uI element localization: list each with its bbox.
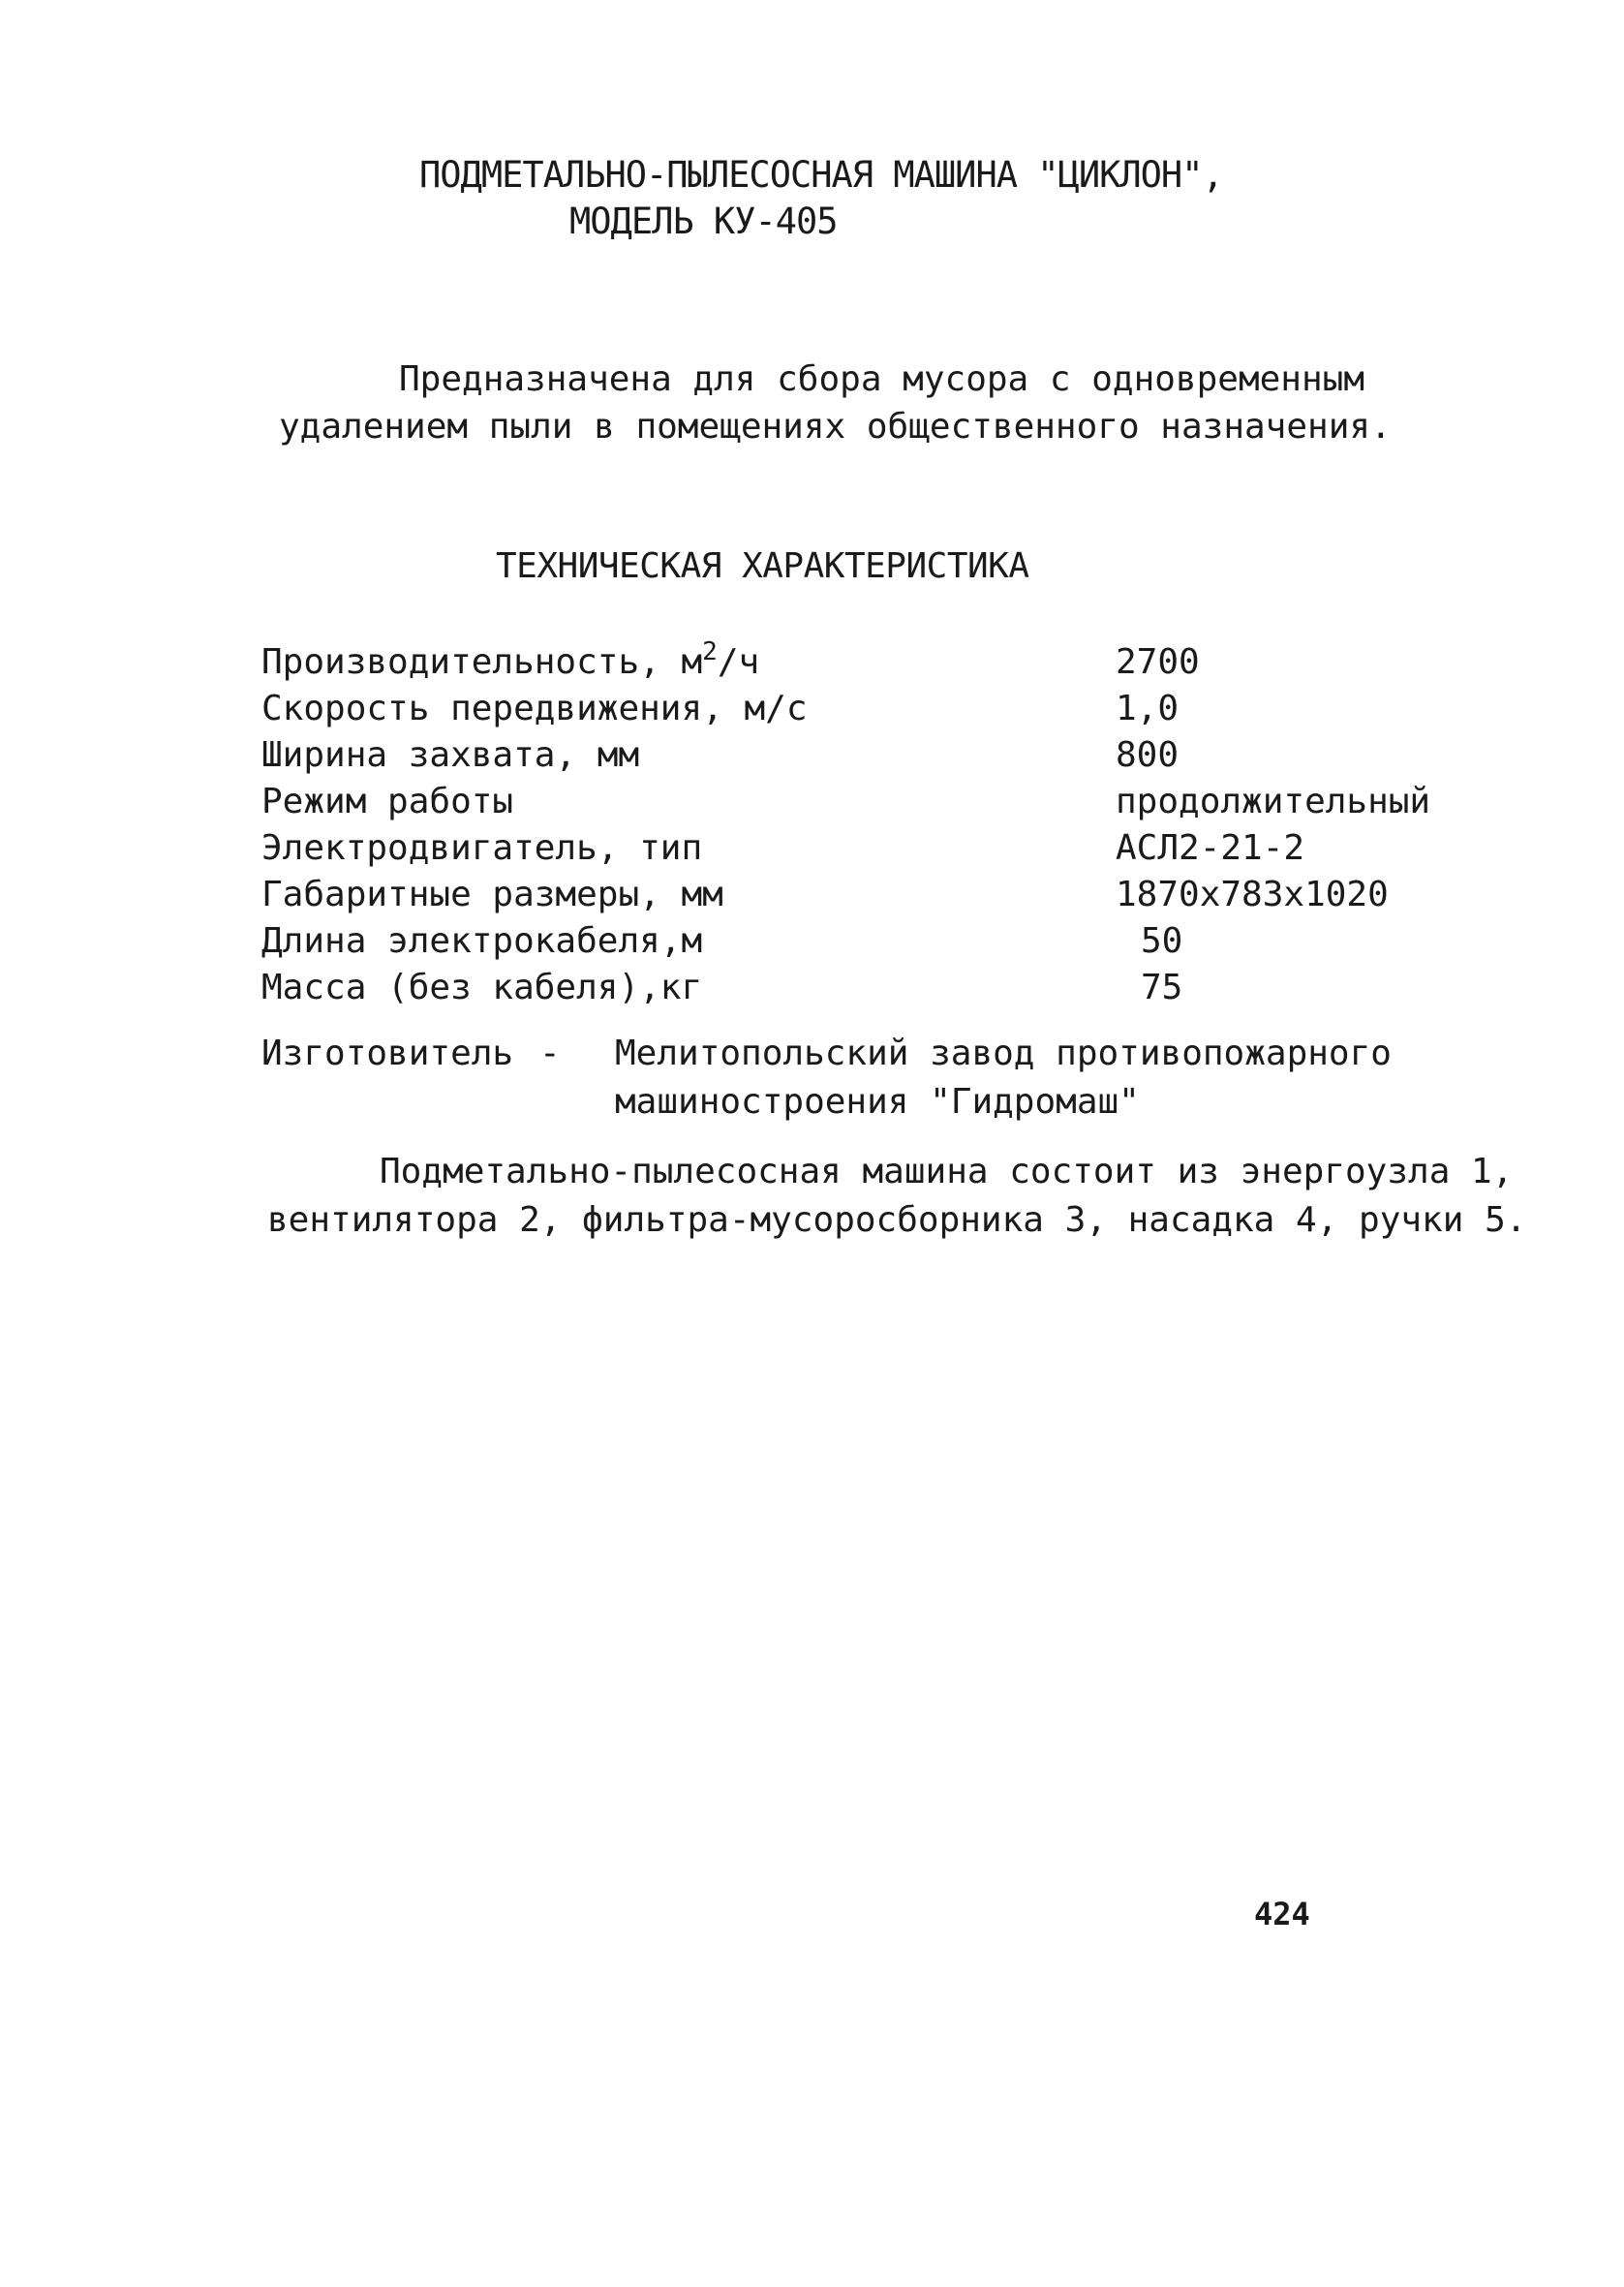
spec-label-mass: Масса (без кабеля),кг — [261, 968, 703, 1007]
spec-label-speed: Скорость передвижения, м/с — [261, 689, 808, 728]
intro-paragraph-line-2: удалением пыли в помещениях общественного назначения. — [279, 407, 1392, 447]
manufacturer-label: Изготовитель — [261, 1034, 514, 1073]
spec-value-cable-length: 50 — [1141, 921, 1183, 961]
section-title: ТЕХНИЧЕСКАЯ ХАРАКТЕРИСТИКА — [496, 546, 1029, 586]
document-title-line-1: ПОДМЕТАЛЬНО-ПЫЛЕСОСНАЯ МАШИНА "ЦИКЛОН", — [419, 154, 1223, 196]
spec-label-productivity: Производительность, $м^2/ч$ — [261, 637, 760, 682]
manufacturer-line-2: машиностроения "Гидромаш" — [615, 1082, 1140, 1122]
spec-label-cable-length: Длина электрокабеля,м — [261, 921, 703, 961]
spec-value-mass: 75 — [1141, 968, 1183, 1007]
spec-label-width: Ширина захвата, мм — [261, 735, 640, 775]
composition-paragraph-line-1: Подметально-пылесосная машина состоит из энергоузла 1, — [380, 1152, 1514, 1191]
intro-paragraph-line-1: Предназначена для сбора мусора с одновременным — [399, 359, 1364, 399]
spec-label-dimensions: Габаритные размеры, мм — [261, 875, 723, 914]
manufacturer-line-1: Мелитопольский завод противопожарного — [615, 1034, 1392, 1073]
spec-value-dimensions: 1870х783х1020 — [1116, 875, 1389, 914]
spec-value-mode: продолжительный — [1116, 782, 1431, 821]
spec-label-motor: Электродвигатель, тип — [261, 828, 703, 868]
spec-label-mode: Режим работы — [261, 782, 514, 821]
manufacturer-dash: - — [539, 1034, 561, 1073]
composition-paragraph-line-2: вентилятора 2, фильтра-мусоросборника 3, насадка 4, ручки 5. — [267, 1200, 1527, 1240]
spec-value-motor: АСЛ2-21-2 — [1116, 828, 1305, 868]
page-number: 424 — [1254, 1896, 1310, 1932]
document-title-line-2: МОДЕЛЬ КУ-405 — [569, 201, 838, 242]
spec-value-speed: 1,0 — [1116, 689, 1180, 728]
spec-value-width: 800 — [1116, 735, 1180, 775]
spec-value-productivity: 2700 — [1116, 642, 1200, 682]
